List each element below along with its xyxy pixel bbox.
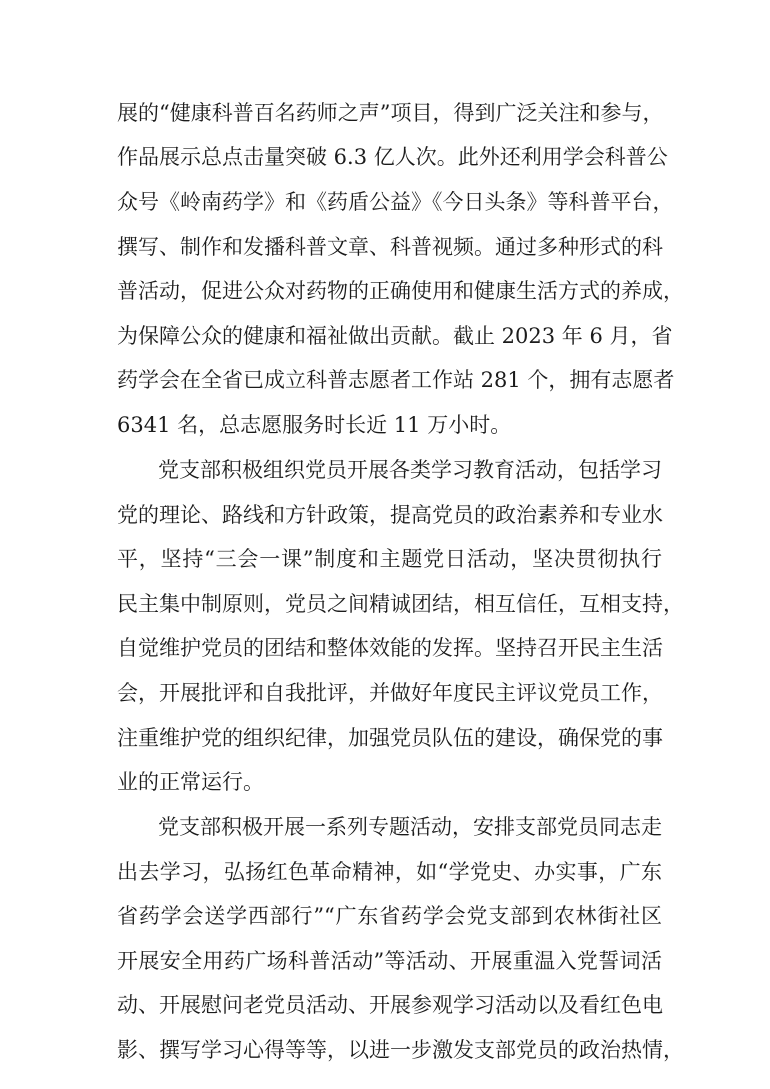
paragraph-3-line-6: 影、撰写学习心得等等，以进一步激发支部党员的政治热情， xyxy=(117,1038,684,1062)
paragraph-2-line-6: 会，开展批评和自我批评，并做好年度民主评议党员工作， xyxy=(117,681,663,705)
paragraph-3-line-4: 开展安全用药广场科普活动”等活动、开展重温入党誓词活 xyxy=(117,949,662,973)
paragraph-2-line-2: 党的理论、路线和方针政策，提高党员的政治素养和专业水 xyxy=(117,503,663,527)
paragraph-3-line-1: 党支部积极开展一系列专题活动，安排支部党员同志走 xyxy=(158,815,662,839)
paragraph-2-line-5: 自觉维护党员的团结和整体效能的发挥。坚持召开民主生活 xyxy=(117,636,663,660)
paragraph-1-line-2: 作品展示总点击量突破 6.3 亿人次。此外还利用学会科普公 xyxy=(117,145,668,169)
paragraph-1-line-8: 6341 名，总志愿服务时长近 11 万小时。 xyxy=(117,413,512,437)
paragraph-1-line-1: 展的“健康科普百名药师之声”项目，得到广泛关注和参与， xyxy=(117,101,664,125)
paragraph-3-line-2: 出去学习，弘扬红色革命精神，如“学党史、办实事，广东 xyxy=(117,860,662,884)
paragraph-2-line-4: 民主集中制原则，党员之间精诚团结，相互信任，互相支持， xyxy=(117,592,684,616)
paragraph-1-line-7: 药学会在全省已成立科普志愿者工作站 281 个，拥有志愿者 xyxy=(117,368,675,392)
paragraph-1-line-6: 为保障公众的健康和福祉做出贡献。截止 2023 年 6 月，省 xyxy=(117,324,673,348)
paragraph-3-line-3: 省药学会送学西部行”“广东省药学会党支部到农林街社区 xyxy=(117,904,662,928)
paragraph-1-line-5: 普活动，促进公众对药物的正确使用和健康生活方式的养成， xyxy=(117,279,684,303)
paragraph-3-line-5: 动、开展慰问老党员活动、开展参观学习活动以及看红色电 xyxy=(117,993,663,1017)
paragraph-1-line-4: 撰写、制作和发播科普文章、科普视频。通过多种形式的科 xyxy=(117,235,663,259)
paragraph-2-line-3: 平，坚持“三会一课”制度和主题党日活动，坚决贯彻执行 xyxy=(117,547,662,571)
paragraph-1-line-3: 众号《岭南药学》和《药盾公益》《今日头条》等科普平台， xyxy=(117,190,674,214)
paragraph-2-line-1: 党支部积极组织党员开展各类学习教育活动，包括学习 xyxy=(158,458,662,482)
paragraph-2-line-7: 注重维护党的组织纪律，加强党员队伍的建设，确保党的事 xyxy=(117,726,663,750)
paragraph-2-line-8: 业的正常运行。 xyxy=(117,770,264,794)
